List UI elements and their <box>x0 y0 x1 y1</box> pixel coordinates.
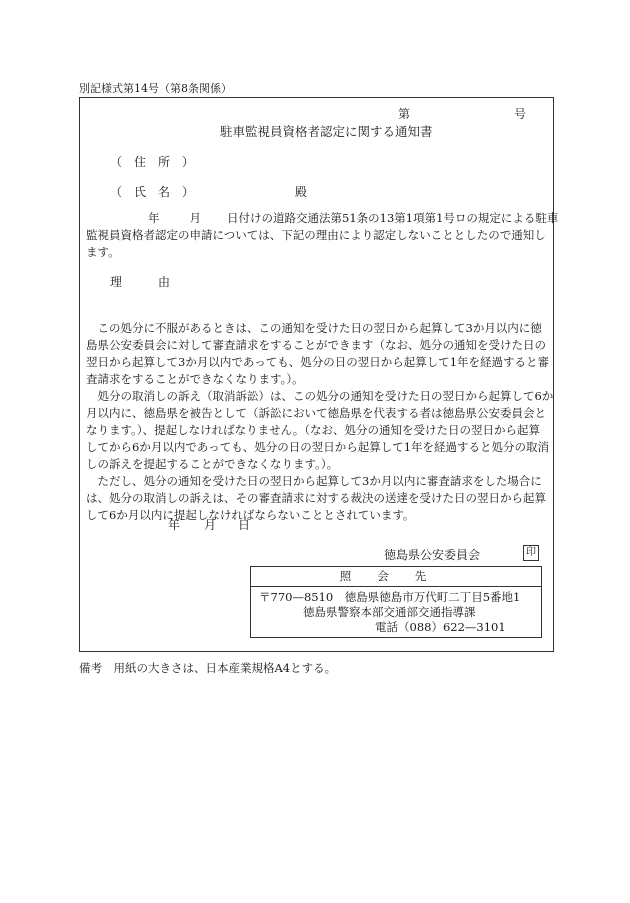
intro-text-line-3: ます。 <box>86 245 120 259</box>
appeal-paragraph-2 <box>86 388 554 473</box>
intro-month: 月 <box>189 211 201 225</box>
intro-text-line-2: 監視員資格者認定の申請については、下記の理由により認定しないこととしたので通知し <box>86 228 546 242</box>
notice-form-frame <box>79 97 559 652</box>
honorific-dono: 殿 <box>295 185 308 199</box>
address-label: （ 住 所 ） <box>110 155 195 169</box>
document-title: 駐車監視員資格者認定に関する通知書 <box>220 124 433 139</box>
reason-label: 理 由 <box>110 275 171 289</box>
form-number-label: 別記様式第14号（第8条関係） <box>79 82 232 95</box>
footnote-paper-size: 備考 用紙の大きさは、日本産業規格A4とする。 <box>79 661 337 675</box>
body-line: 島県公安委員会に対して審査請求をすることができます（なお、処分の通知を受けた日の <box>86 338 546 352</box>
body-line: 月以内に、徳島県を被告として（訴訟において徳島県を代表する者は徳島県公安委員会と <box>86 406 546 420</box>
body-line: しの訴えを提起することができなくなります。）。 <box>86 457 339 471</box>
intro-text-line-1: 日付けの道路交通法第51条の13第1項第1号ロの規定による駐車 <box>227 211 559 225</box>
name-label: （ 氏 名 ） <box>110 185 195 199</box>
contact-heading: 照会先 <box>251 567 541 587</box>
contact-box <box>250 566 542 638</box>
seal-mark: 印 <box>523 545 539 561</box>
body-line: 処分の取消しの訴え（取消訴訟）は、この処分の通知を受けた日の翌日から起算して6か <box>86 389 554 403</box>
issuer-name: 徳島県公安委員会 <box>384 548 481 562</box>
document-number-prefix: 第 <box>398 107 411 121</box>
date-month: 月 <box>204 518 217 532</box>
date-day: 日 <box>238 518 251 532</box>
body-line: 査請求をすることができなくなります。）。 <box>86 372 304 386</box>
appeal-paragraph-3 <box>86 473 548 524</box>
contact-department: 徳島県警察本部交通部交通指導課 <box>303 605 476 619</box>
body-line: この処分に不服があるときは、この通知を受けた日の翌日から起算して3か月以内に徳 <box>86 321 542 335</box>
date-year: 年 <box>168 518 181 532</box>
body-line: 翌日から起算して3か月以内であっても、処分の日の翌日から起算して1年を経過すると審 <box>86 355 550 369</box>
document-number-suffix: 号 <box>514 107 527 121</box>
contact-address: 〒770—8510 徳島県徳島市万代町二丁目5番地1 <box>259 590 521 604</box>
body-line: してから6か月以内であっても、処分の日の翌日から起算して1年を経過すると処分の取消 <box>86 440 550 454</box>
body-line: して6か月以内に提起しなければならないこととされています。 <box>86 508 415 522</box>
contact-phone: 電話（088）622—3101 <box>375 620 506 634</box>
intro-year: 年 <box>148 211 160 225</box>
appeal-paragraph-1 <box>86 320 548 388</box>
body-line: ただし、処分の通知を受けた日の翌日から起算して3か月以内に審査請求をした場合に <box>86 474 542 488</box>
intro-paragraph <box>86 210 559 261</box>
body-line: なります。）、提起しなければなりません。（なお、処分の通知を受けた日の翌日から起算 <box>86 423 541 437</box>
body-line: は、処分の取消しの訴えは、その審査請求に対する裁決の送達を受けた日の翌日から起算 <box>86 491 546 505</box>
